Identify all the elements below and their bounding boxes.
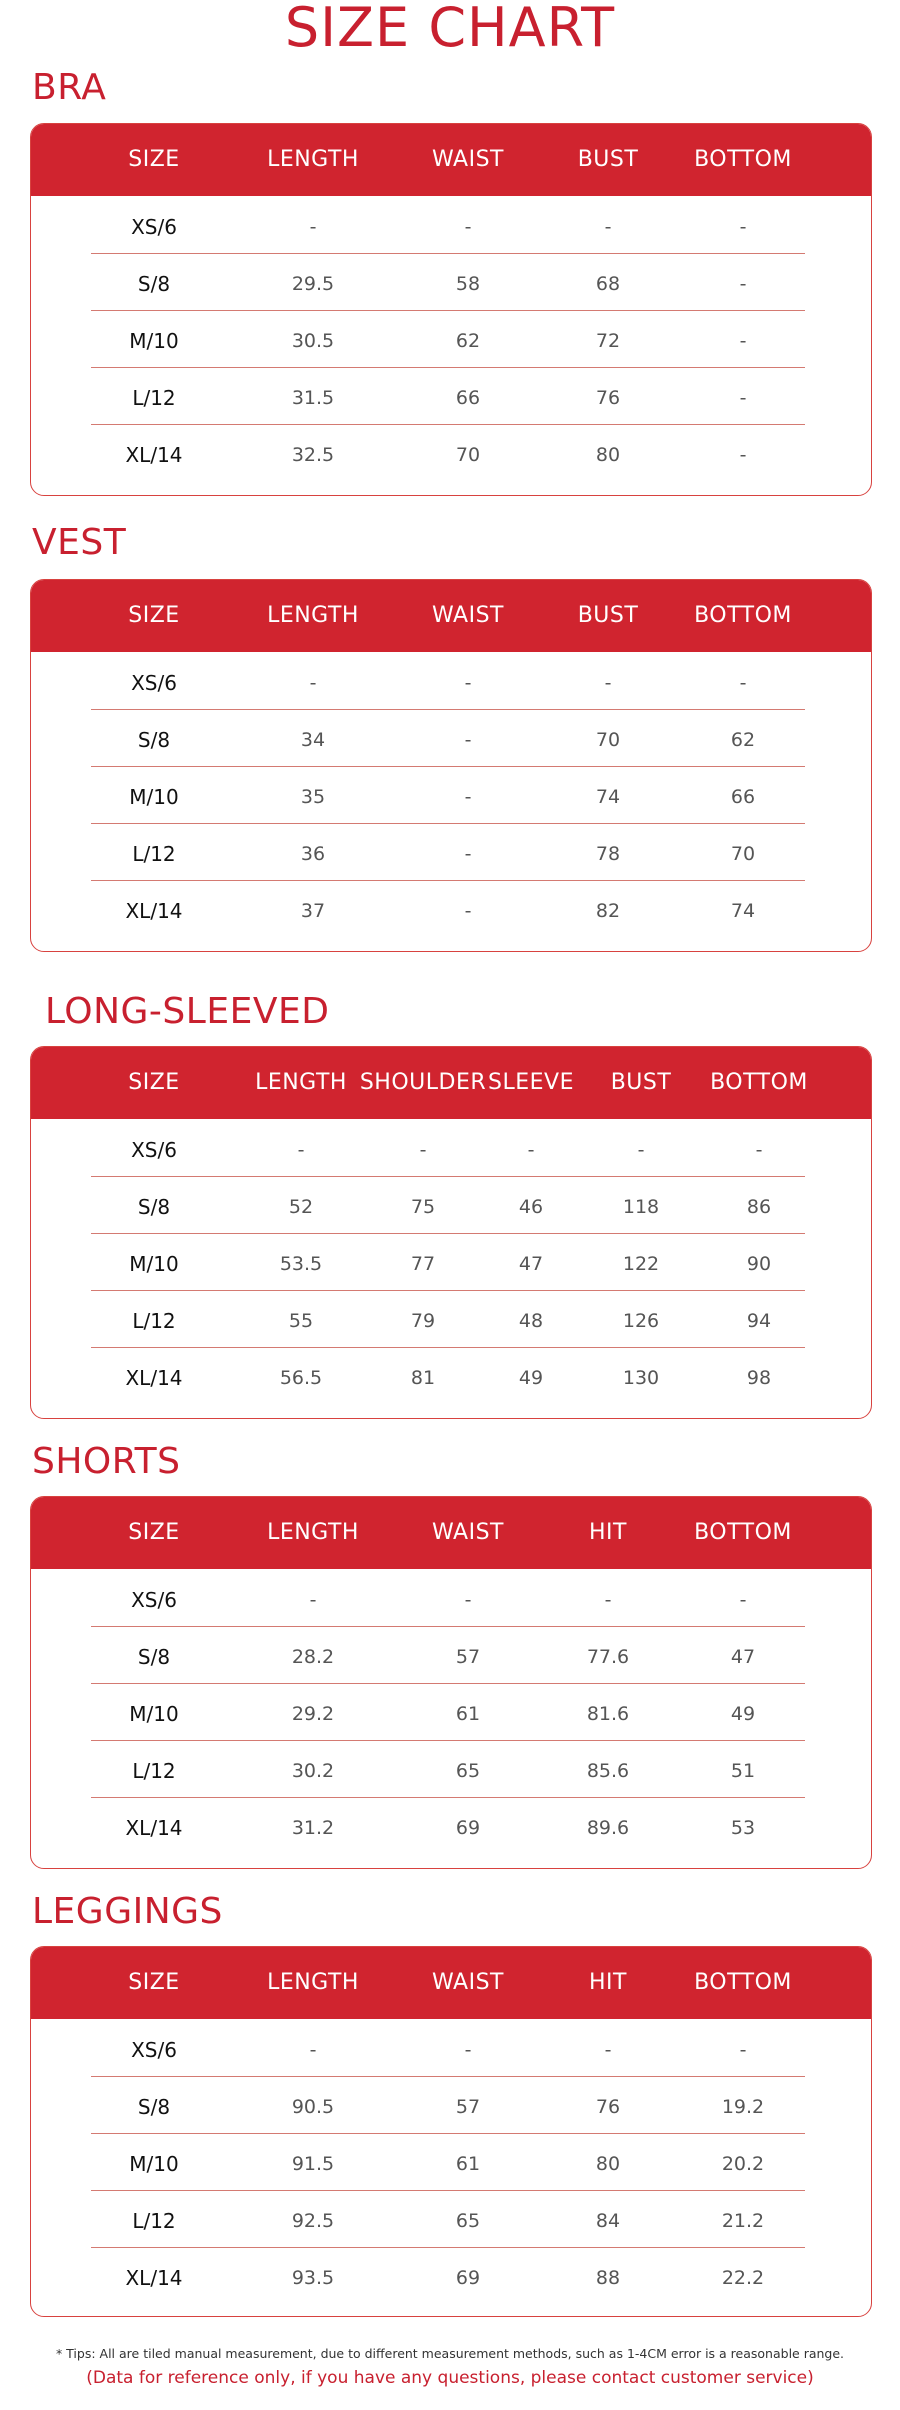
table-cell: - xyxy=(739,330,747,352)
table-cell: 58 xyxy=(455,273,481,295)
table-cell: 74 xyxy=(595,786,621,808)
table-cell: - xyxy=(464,216,472,238)
table-header-row xyxy=(31,1047,871,1119)
column-header-waist: WAIST xyxy=(432,147,504,172)
table-cell: - xyxy=(739,387,747,409)
table-cell: 48 xyxy=(518,1310,544,1332)
table-cell: - xyxy=(637,1139,645,1161)
size-label: M/10 xyxy=(129,785,179,809)
table-cell: 92.5 xyxy=(291,2210,335,2232)
size-label: XL/14 xyxy=(125,1816,183,1840)
table-cell: 70 xyxy=(595,729,621,751)
table-cell: 31.2 xyxy=(291,1817,335,1839)
table-cell: 22.2 xyxy=(721,2267,765,2289)
section-title-shorts: SHORTS xyxy=(32,1441,181,1482)
size-label: XL/14 xyxy=(125,1366,183,1390)
table-row xyxy=(91,1233,805,1291)
size-label: L/12 xyxy=(132,1309,176,1333)
table-cell: 91.5 xyxy=(291,2153,335,2175)
table-row xyxy=(91,2190,805,2248)
table-cell: 36 xyxy=(300,843,326,865)
table-row xyxy=(91,310,805,368)
column-header-sleeve: SLEEVE xyxy=(488,1070,574,1095)
section-title-long-sleeved: LONG-SLEEVED xyxy=(45,991,330,1032)
table-header-row xyxy=(31,1947,871,2019)
table-cell: 30.2 xyxy=(291,1760,335,1782)
table-cell: 32.5 xyxy=(291,444,335,466)
table-cell: - xyxy=(739,2039,747,2061)
size-label: XL/14 xyxy=(125,2266,183,2290)
table-cell: 77 xyxy=(410,1253,436,1275)
table-row xyxy=(91,424,805,481)
table-row xyxy=(91,2076,805,2134)
table-cell: 47 xyxy=(518,1253,544,1275)
column-header-length: LENGTH xyxy=(267,603,359,628)
table-cell: 55 xyxy=(288,1310,314,1332)
table-row xyxy=(91,652,805,710)
table-cell: - xyxy=(739,216,747,238)
table-cell: - xyxy=(464,672,472,694)
table-cell: 19.2 xyxy=(721,2096,765,2118)
table-row xyxy=(91,709,805,767)
table-cell: 52 xyxy=(288,1196,314,1218)
size-label: XS/6 xyxy=(131,1588,177,1612)
table-cell: - xyxy=(739,444,747,466)
size-label: XS/6 xyxy=(131,671,177,695)
table-row xyxy=(91,880,805,937)
column-header-bust: BUST xyxy=(610,1070,672,1095)
table-cell: 94 xyxy=(746,1310,772,1332)
table-cell: 61 xyxy=(455,2153,481,2175)
size-table-bra xyxy=(30,123,872,496)
table-cell: 69 xyxy=(455,2267,481,2289)
table-cell: 78 xyxy=(595,843,621,865)
table-cell: - xyxy=(604,672,612,694)
measurement-tip: * Tips: All are tiled manual measurement, due to different measurement methods, such as 1-4CM error is a reasonable range. xyxy=(55,2346,845,2361)
table-cell: 34 xyxy=(300,729,326,751)
table-cell: 72 xyxy=(595,330,621,352)
table-cell: 98 xyxy=(746,1367,772,1389)
table-cell: 77.6 xyxy=(586,1646,630,1668)
table-row xyxy=(91,1626,805,1684)
table-cell: 86 xyxy=(746,1196,772,1218)
table-cell: 122 xyxy=(622,1253,660,1275)
table-cell: - xyxy=(309,1589,317,1611)
column-header-size: SIZE xyxy=(128,147,180,172)
column-header-bottom: BOTTOM xyxy=(694,1970,792,1995)
table-cell: - xyxy=(739,672,747,694)
table-cell: - xyxy=(309,672,317,694)
size-label: S/8 xyxy=(137,2095,171,2119)
table-cell: 118 xyxy=(622,1196,660,1218)
table-cell: 65 xyxy=(455,1760,481,1782)
table-cell: - xyxy=(604,216,612,238)
size-label: L/12 xyxy=(132,2209,176,2233)
column-header-waist: WAIST xyxy=(432,1970,504,1995)
table-cell: 66 xyxy=(730,786,756,808)
size-label: M/10 xyxy=(129,1252,179,1276)
table-cell: 80 xyxy=(595,2153,621,2175)
table-cell: 20.2 xyxy=(721,2153,765,2175)
column-header-waist: WAIST xyxy=(432,603,504,628)
table-cell: 79 xyxy=(410,1310,436,1332)
table-cell: 46 xyxy=(518,1196,544,1218)
table-cell: - xyxy=(464,900,472,922)
table-row xyxy=(91,253,805,311)
column-header-bottom: BOTTOM xyxy=(694,603,792,628)
table-cell: 57 xyxy=(455,1646,481,1668)
size-label: S/8 xyxy=(137,272,171,296)
size-table-leggings xyxy=(30,1946,872,2317)
table-row xyxy=(91,1683,805,1741)
table-cell: - xyxy=(755,1139,763,1161)
table-row xyxy=(91,1176,805,1234)
table-cell: 53 xyxy=(730,1817,756,1839)
size-label: XL/14 xyxy=(125,899,183,923)
table-cell: 90.5 xyxy=(291,2096,335,2118)
table-row xyxy=(91,196,805,254)
table-cell: 81 xyxy=(410,1367,436,1389)
section-title-leggings: LEGGINGS xyxy=(32,1891,223,1932)
size-label: S/8 xyxy=(137,1195,171,1219)
table-cell: 30.5 xyxy=(291,330,335,352)
column-header-length: LENGTH xyxy=(267,147,359,172)
size-table-vest xyxy=(30,579,872,952)
table-cell: 28.2 xyxy=(291,1646,335,1668)
table-cell: - xyxy=(419,1139,427,1161)
table-cell: 89.6 xyxy=(586,1817,630,1839)
table-cell: 49 xyxy=(730,1703,756,1725)
table-cell: 76 xyxy=(595,2096,621,2118)
table-cell: - xyxy=(739,1589,747,1611)
table-header-row xyxy=(31,580,871,652)
table-cell: 21.2 xyxy=(721,2210,765,2232)
size-label: M/10 xyxy=(129,2152,179,2176)
table-cell: 29.2 xyxy=(291,1703,335,1725)
table-row xyxy=(91,1347,805,1404)
size-label: M/10 xyxy=(129,329,179,353)
table-cell: 57 xyxy=(455,2096,481,2118)
table-row xyxy=(91,1797,805,1854)
table-cell: 66 xyxy=(455,387,481,409)
table-cell: 29.5 xyxy=(291,273,335,295)
size-label: XS/6 xyxy=(131,215,177,239)
column-header-waist: WAIST xyxy=(432,1520,504,1545)
table-header-row xyxy=(31,1497,871,1569)
table-row xyxy=(91,1569,805,1627)
table-cell: - xyxy=(464,843,472,865)
size-label: S/8 xyxy=(137,728,171,752)
reference-note: (Data for reference only, if you have any questions, please contact customer service) xyxy=(86,2368,814,2388)
column-header-size: SIZE xyxy=(128,1520,180,1545)
size-table-shorts xyxy=(30,1496,872,1869)
column-header-shoulder: SHOULDER xyxy=(359,1070,487,1095)
table-cell: - xyxy=(309,2039,317,2061)
size-label: XL/14 xyxy=(125,443,183,467)
column-header-length: LENGTH xyxy=(255,1070,347,1095)
size-label: S/8 xyxy=(137,1645,171,1669)
table-cell: 74 xyxy=(730,900,756,922)
table-row xyxy=(91,2133,805,2191)
size-table-long-sleeved xyxy=(30,1046,872,1419)
table-cell: 49 xyxy=(518,1367,544,1389)
table-row xyxy=(91,2247,805,2304)
table-cell: 75 xyxy=(410,1196,436,1218)
table-cell: 80 xyxy=(595,444,621,466)
table-cell: - xyxy=(464,1589,472,1611)
table-cell: 130 xyxy=(622,1367,660,1389)
table-cell: 70 xyxy=(455,444,481,466)
size-label: L/12 xyxy=(132,842,176,866)
column-header-hit: HIT xyxy=(589,1520,627,1545)
column-header-length: LENGTH xyxy=(267,1970,359,1995)
table-cell: 126 xyxy=(622,1310,660,1332)
section-title-vest: VEST xyxy=(32,522,127,563)
table-cell: 70 xyxy=(730,843,756,865)
table-cell: - xyxy=(464,729,472,751)
table-cell: 35 xyxy=(300,786,326,808)
column-header-bottom: BOTTOM xyxy=(710,1070,808,1095)
table-row xyxy=(91,2019,805,2077)
table-cell: - xyxy=(739,273,747,295)
table-cell: 93.5 xyxy=(291,2267,335,2289)
table-cell: 61 xyxy=(455,1703,481,1725)
size-label: M/10 xyxy=(129,1702,179,1726)
table-cell: - xyxy=(527,1139,535,1161)
table-cell: - xyxy=(604,2039,612,2061)
size-label: XS/6 xyxy=(131,2038,177,2062)
table-row xyxy=(91,1119,805,1177)
size-label: L/12 xyxy=(132,1759,176,1783)
table-cell: 76 xyxy=(595,387,621,409)
table-cell: - xyxy=(604,1589,612,1611)
table-cell: 62 xyxy=(455,330,481,352)
table-cell: 68 xyxy=(595,273,621,295)
table-cell: - xyxy=(464,2039,472,2061)
table-cell: 69 xyxy=(455,1817,481,1839)
table-row xyxy=(91,1740,805,1798)
table-cell: 62 xyxy=(730,729,756,751)
page-title: SIZE CHART xyxy=(284,0,616,59)
table-cell: 82 xyxy=(595,900,621,922)
column-header-size: SIZE xyxy=(128,1070,180,1095)
table-row xyxy=(91,367,805,425)
table-cell: 37 xyxy=(300,900,326,922)
table-cell: 53.5 xyxy=(279,1253,323,1275)
table-row xyxy=(91,766,805,824)
table-cell: 88 xyxy=(595,2267,621,2289)
table-cell: 81.6 xyxy=(586,1703,630,1725)
table-cell: - xyxy=(297,1139,305,1161)
size-label: XS/6 xyxy=(131,1138,177,1162)
section-title-bra: BRA xyxy=(32,67,107,108)
column-header-bottom: BOTTOM xyxy=(694,1520,792,1545)
column-header-hit: HIT xyxy=(589,1970,627,1995)
column-header-size: SIZE xyxy=(128,1970,180,1995)
column-header-length: LENGTH xyxy=(267,1520,359,1545)
table-cell: 51 xyxy=(730,1760,756,1782)
table-cell: 65 xyxy=(455,2210,481,2232)
size-label: L/12 xyxy=(132,386,176,410)
table-row xyxy=(91,823,805,881)
table-cell: 90 xyxy=(746,1253,772,1275)
column-header-size: SIZE xyxy=(128,603,180,628)
table-cell: - xyxy=(464,786,472,808)
table-header-row xyxy=(31,124,871,196)
table-row xyxy=(91,1290,805,1348)
table-cell: 31.5 xyxy=(291,387,335,409)
column-header-bust: BUST xyxy=(577,603,639,628)
table-cell: 56.5 xyxy=(279,1367,323,1389)
table-cell: - xyxy=(309,216,317,238)
table-cell: 47 xyxy=(730,1646,756,1668)
table-cell: 84 xyxy=(595,2210,621,2232)
column-header-bottom: BOTTOM xyxy=(694,147,792,172)
table-cell: 85.6 xyxy=(586,1760,630,1782)
column-header-bust: BUST xyxy=(577,147,639,172)
